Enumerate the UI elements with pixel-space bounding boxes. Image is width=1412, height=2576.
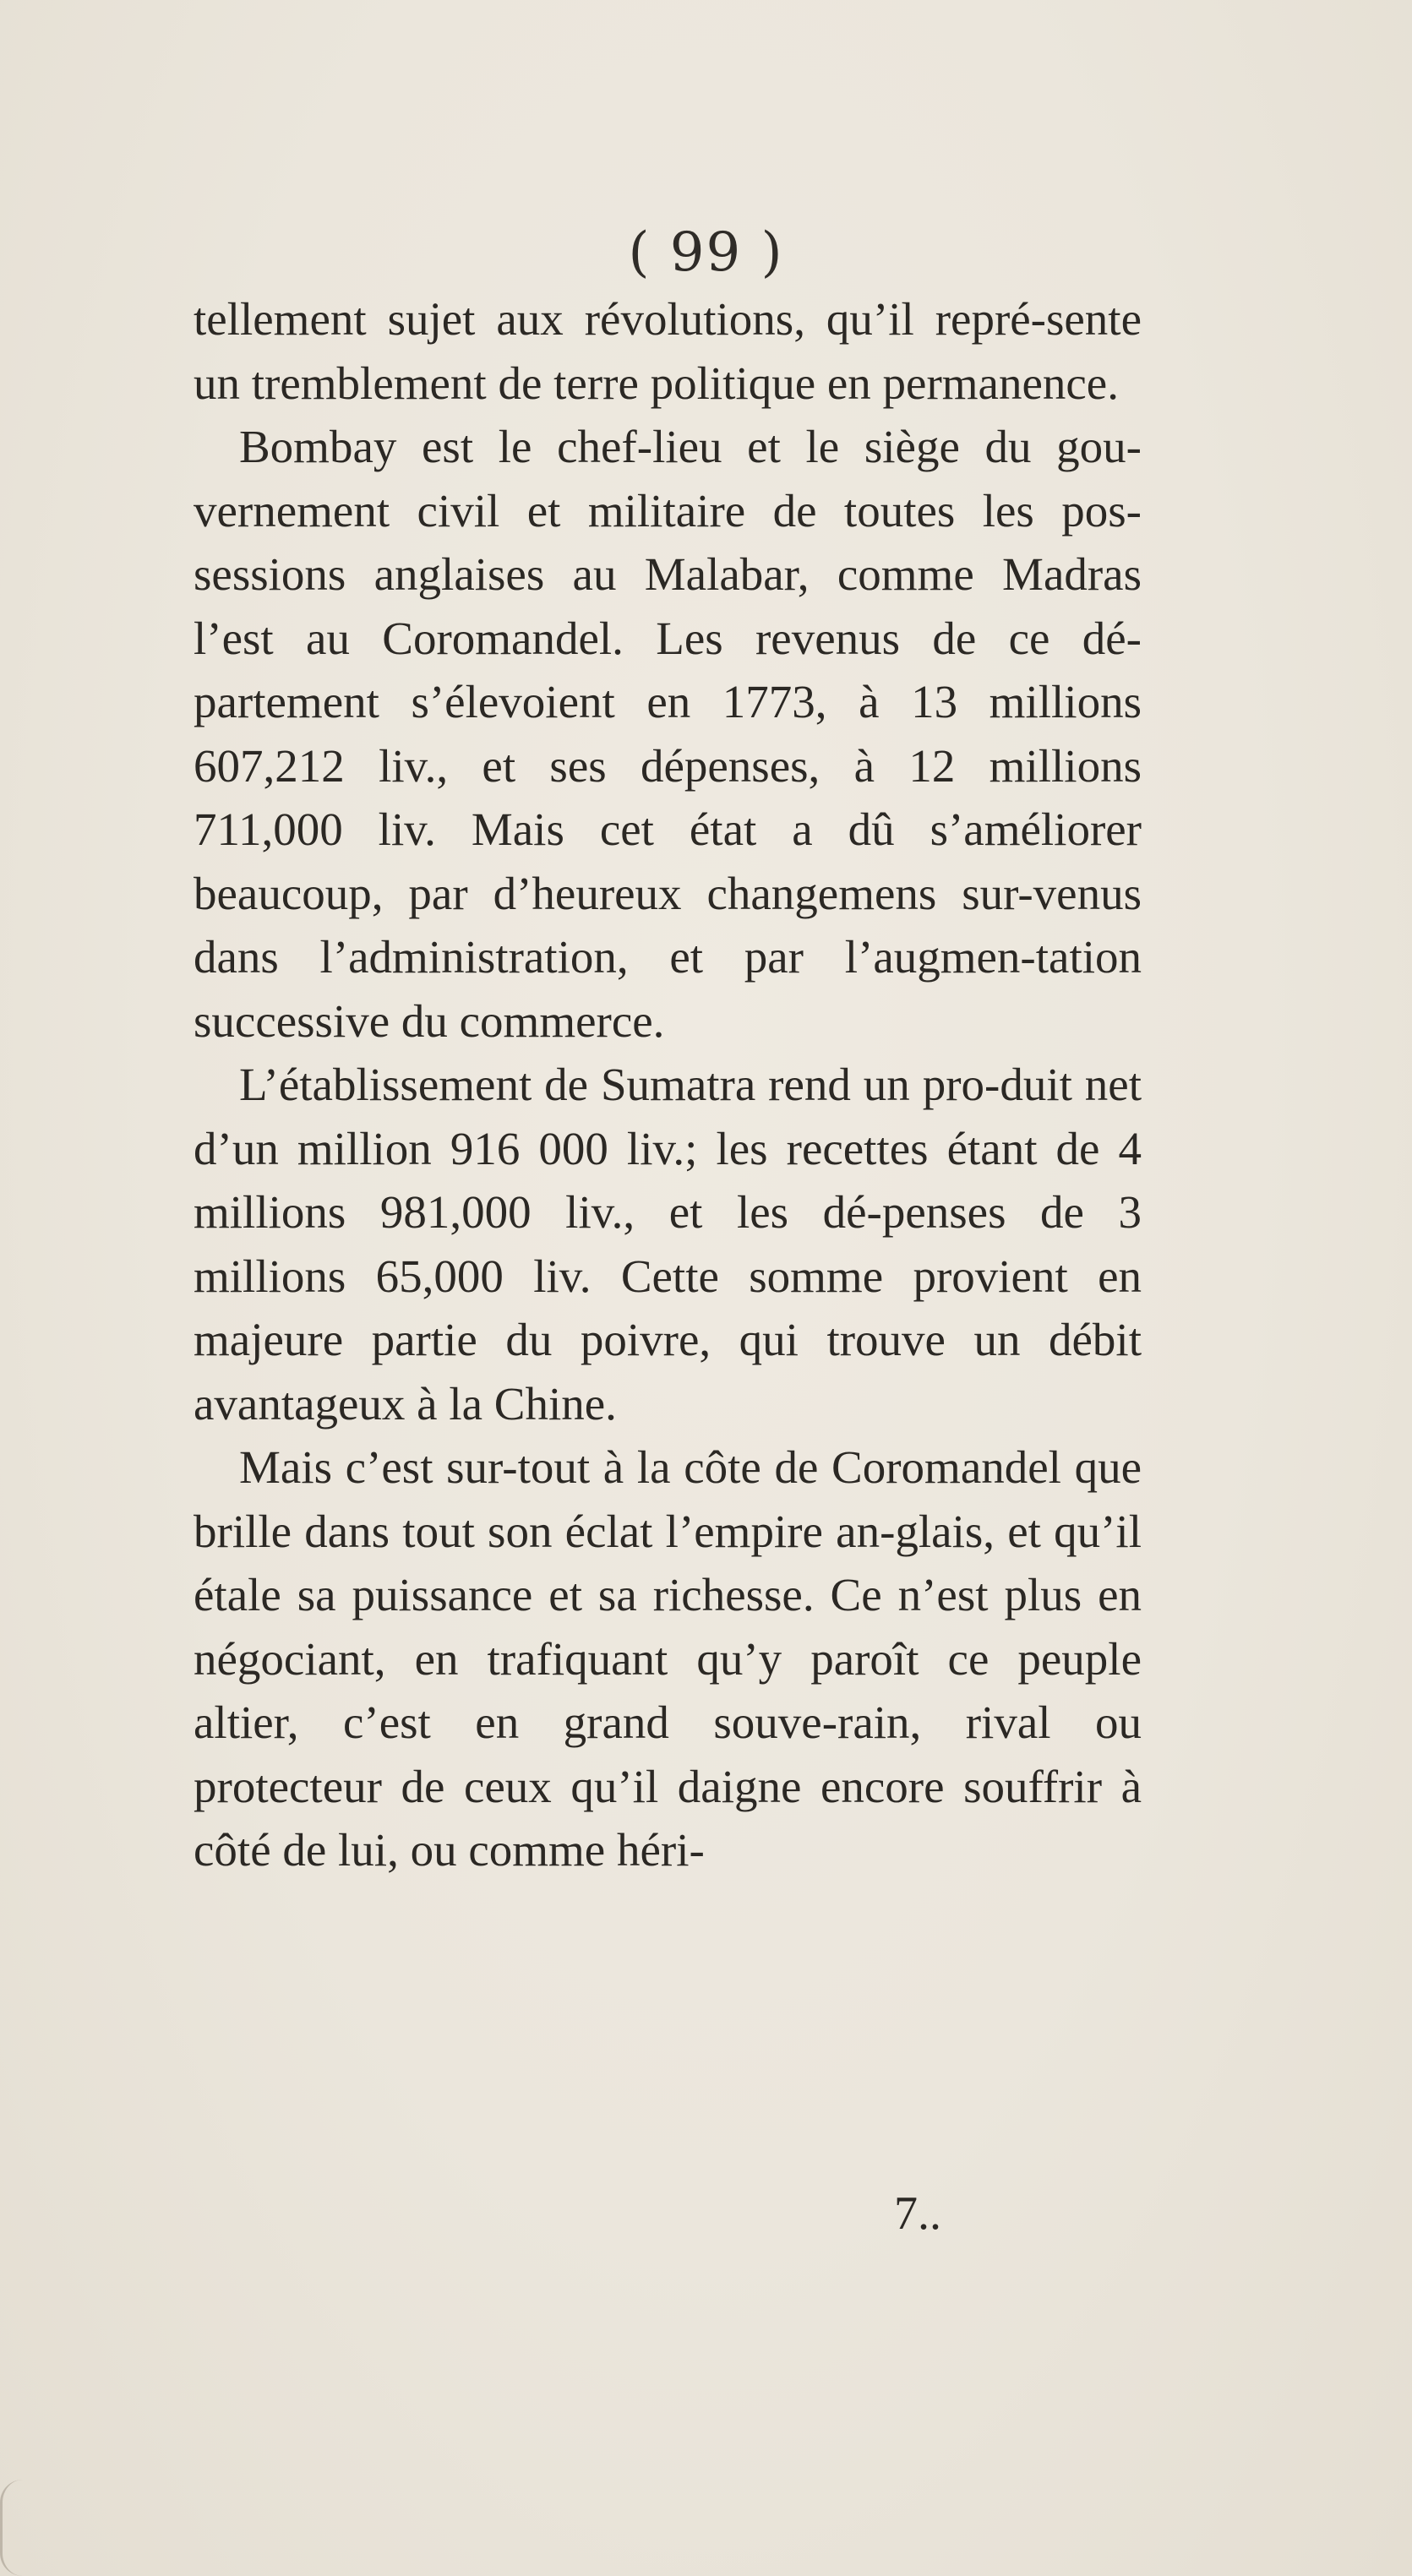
- paragraph-3: L’établissement de Sumatra rend un pro-duit net d’un million 916 000 liv.; les recettes étant de 4 millions 981,000 liv., et les dé-penses de 3 millions 65,000 liv. Cette somme provient en majeure partie du poivre, qui trouve un débit avantageux à la Chine.: [194, 1059, 1142, 1430]
- paragraph-2: Bombay est le chef-lieu et le siège du gou-vernement civil et militaire de toutes les pos-sessions anglaises au Malabar, comme Madras l’est au Coromandel. Les revenus de ce dé-partement s’élevoient en 1773, à 13 millions 607,212 liv., et ses dépenses, à 12 millions 711,000 liv. Mais cet état a dû s’améliorer beaucoup, par d’heureux changemens sur-venus dans l’administration, et par l’augmen-tation successive du commerce.: [194, 421, 1142, 1047]
- paragraph-1: tellement sujet aux révolutions, qu’il repré-sente un tremblement de terre politique en permanence.: [194, 293, 1142, 409]
- body-text: [194, 287, 1142, 1882]
- page-number-header: ( 99 ): [628, 221, 784, 284]
- page-edge-mark: [0, 2480, 23, 2576]
- paragraph-4: Mais c’est sur-tout à la côte de Coromandel que brille dans tout son éclat l’empire an-glais, et qu’il étale sa puissance et sa richesse. Ce n’est plus en négociant, en trafiquant qu’y paroît ce peuple altier, c’est en grand souve-rain, rival ou protecteur de ceux qu’il daigne encore souffrir à côté de lui, ou comme héri-: [194, 1441, 1142, 1876]
- signature-mark: 7..: [894, 2187, 941, 2240]
